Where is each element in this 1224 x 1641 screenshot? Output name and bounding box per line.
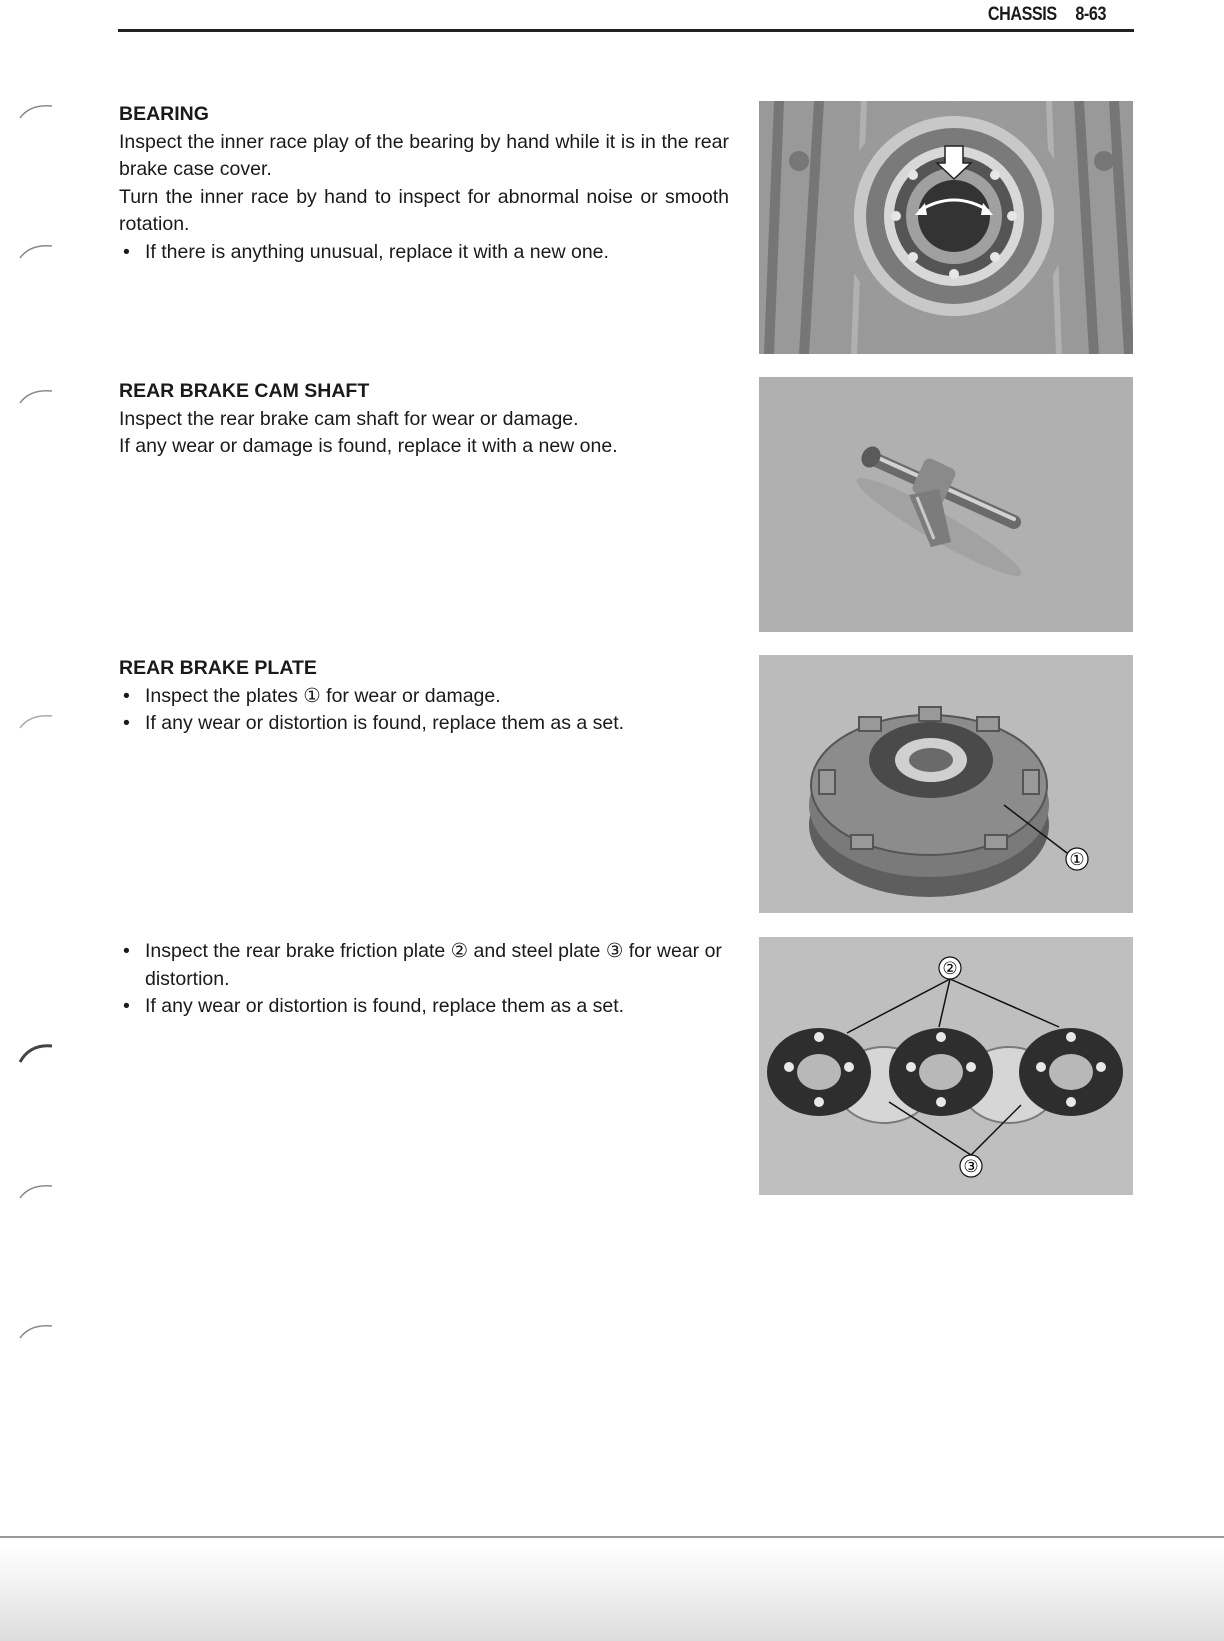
cam-shaft-photo bbox=[759, 377, 1133, 632]
margin-mark bbox=[16, 240, 56, 260]
paragraph: Inspect the rear brake cam shaft for wear or damage. bbox=[119, 407, 579, 430]
section-title: REAR BRAKE CAM SHAFT bbox=[119, 380, 370, 402]
section-friction-steel bbox=[119, 938, 729, 1021]
paragraph: If any wear or damage is found, replace it with a new one. bbox=[119, 435, 618, 457]
bullet-item bbox=[119, 239, 729, 267]
bullet-mark: • bbox=[123, 940, 130, 962]
margin-mark bbox=[16, 1320, 56, 1340]
bullet-item bbox=[119, 938, 729, 993]
bullet-item bbox=[119, 683, 729, 711]
bullet-item bbox=[119, 710, 729, 738]
bottom-rule bbox=[0, 1536, 1224, 1538]
paragraph: Turn the inner race by hand to inspect for abnormal noise or smooth rotation. bbox=[119, 185, 729, 235]
section-title: REAR BRAKE PLATE bbox=[119, 657, 317, 679]
margin-mark bbox=[16, 710, 56, 730]
bullet-item bbox=[119, 993, 729, 1021]
bullet-mark: • bbox=[123, 712, 130, 734]
header-rule bbox=[118, 29, 1134, 32]
margin-mark bbox=[16, 1040, 56, 1064]
bullet-text: Inspect the rear brake friction plate ② and steel plate ③ for wear or distortion. bbox=[145, 940, 722, 990]
section-cam-shaft bbox=[119, 378, 729, 461]
scan-shadow bbox=[0, 1545, 1224, 1641]
paragraph: Inspect the inner race play of the bearing by hand while it is in the rear brake case cover. bbox=[119, 130, 729, 180]
callout-friction: ② bbox=[942, 959, 958, 979]
header-page-number: 8-63 bbox=[1075, 4, 1106, 25]
bearing-photo bbox=[759, 101, 1133, 354]
section-title: BEARING bbox=[119, 103, 209, 125]
margin-mark bbox=[16, 100, 56, 120]
bullet-text: If there is anything unusual, replace it with a new one. bbox=[145, 240, 609, 263]
bullet-mark: • bbox=[123, 240, 130, 263]
bullet-text: If any wear or distortion is found, replace them as a set. bbox=[145, 712, 625, 734]
running-header bbox=[969, 4, 1106, 26]
bullet-mark: • bbox=[123, 995, 130, 1017]
bullet-mark: • bbox=[123, 684, 130, 707]
bullet-text: If any wear or distortion is found, replace them as a set. bbox=[145, 995, 625, 1017]
callout-plates: ① bbox=[1069, 850, 1085, 870]
margin-mark bbox=[16, 385, 56, 405]
bullet-text: Inspect the plates ① for wear or damage. bbox=[145, 684, 501, 707]
margin-mark bbox=[16, 1180, 56, 1200]
header-section: CHASSIS bbox=[987, 4, 1057, 25]
friction-steel-photo bbox=[759, 937, 1133, 1195]
brake-plate-photo bbox=[759, 655, 1133, 913]
section-bearing bbox=[119, 101, 729, 266]
section-brake-plate bbox=[119, 655, 729, 738]
callout-steel: ③ bbox=[963, 1157, 979, 1177]
